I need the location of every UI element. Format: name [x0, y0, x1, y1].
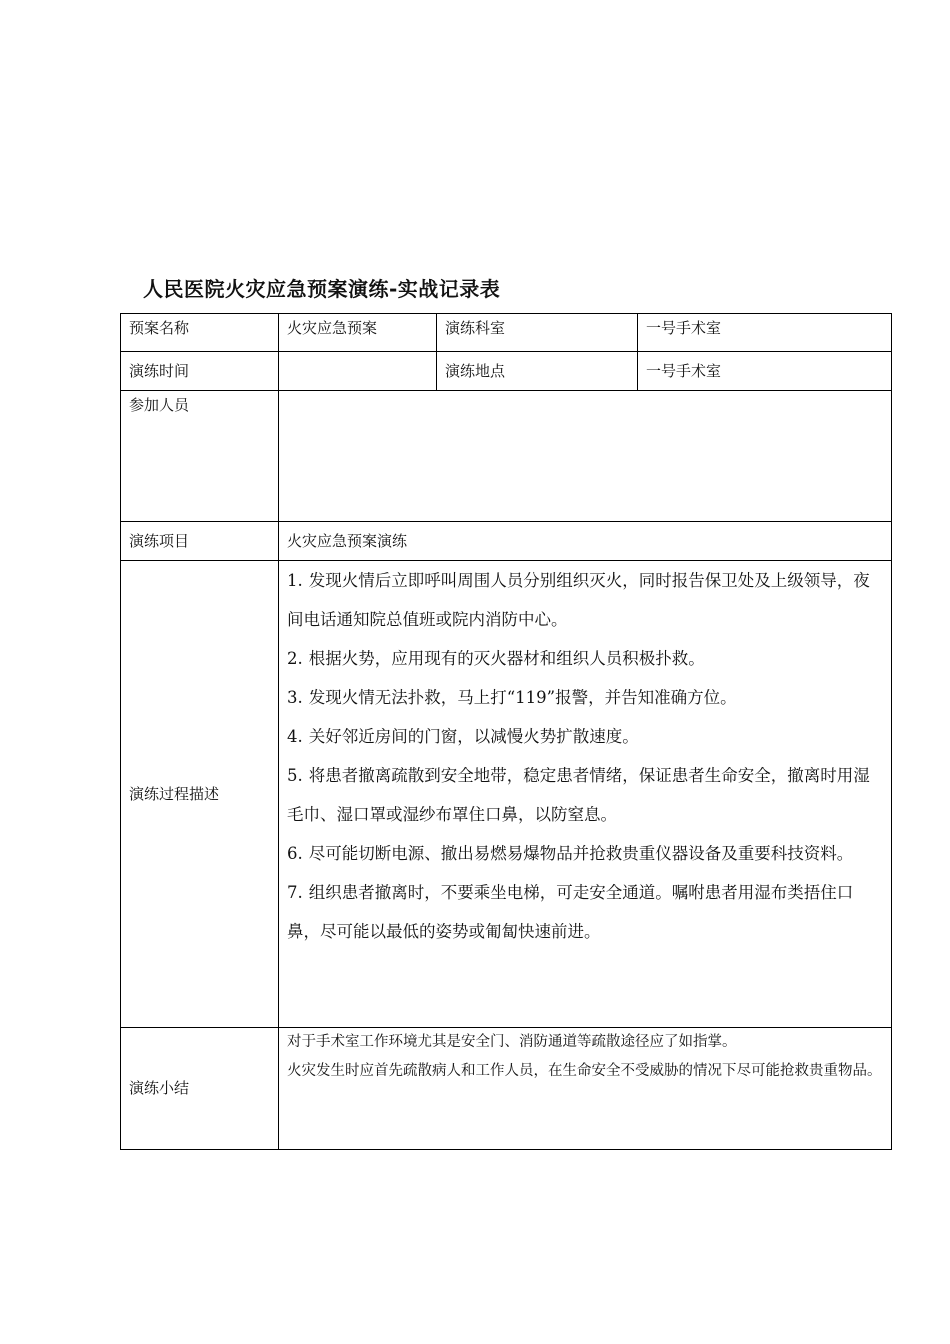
document-title: 人民医院火灾应急预案演练-实战记录表 [143, 277, 501, 301]
summary-label: 演练小结 [121, 1028, 279, 1150]
row-time [121, 352, 892, 391]
location-value: 一号手术室 [638, 352, 892, 391]
time-label: 演练时间 [121, 352, 279, 391]
project-label: 演练项目 [121, 522, 279, 561]
process-step: 5. 将患者撤离疏散到安全地带，稳定患者情绪，保证患者生命安全，撤离时用湿毛巾、湿口罩或湿纱布罩住口鼻，以防窒息。 [287, 766, 870, 824]
process-description [279, 561, 892, 1028]
process-label: 演练过程描述 [121, 561, 279, 1028]
dept-label: 演练科室 [437, 314, 638, 352]
process-step: 2. 根据火势，应用现有的灭火器材和组织人员积极扑救。 [287, 649, 705, 668]
process-step: 6. 尽可能切断电源、撤出易燃易爆物品并抢救贵重仪器设备及重要科技资料。 [287, 844, 854, 863]
project-value: 火灾应急预案演练 [279, 522, 892, 561]
location-label: 演练地点 [437, 352, 638, 391]
row-summary [121, 1028, 892, 1150]
row-plan [121, 314, 892, 352]
participants-value [279, 391, 892, 522]
summary-content [279, 1028, 892, 1150]
row-process [121, 561, 892, 1028]
dept-value: 一号手术室 [638, 314, 892, 352]
plan-name-label: 预案名称 [121, 314, 279, 352]
row-project [121, 522, 892, 561]
process-step: 7. 组织患者撤离时，不要乘坐电梯，可走安全通道。嘱咐患者用湿布类捂住口鼻，尽可能以最低的姿势或匍匐快速前进。 [287, 883, 854, 941]
participants-label: 参加人员 [121, 391, 279, 522]
time-value [279, 352, 437, 391]
summary-line: 对于手术室工作环境尤其是安全门、消防通道等疏散途径应了如指掌。 [287, 1034, 737, 1050]
process-step: 1. 发现火情后立即呼叫周围人员分别组织灭火，同时报告保卫处及上级领导，夜间电话通知院总值班或院内消防中心。 [287, 571, 870, 629]
process-step: 4. 关好邻近房间的门窗，以减慢火势扩散速度。 [287, 727, 639, 746]
plan-name-value: 火灾应急预案 [279, 314, 437, 352]
process-step: 3. 发现火情无法扑救，马上打“119”报警，并告知准确方位。 [287, 688, 737, 707]
process-steps-list [287, 561, 891, 951]
row-participants [121, 391, 892, 522]
drill-record-table [120, 313, 892, 1150]
summary-line: 火灾发生时应首先疏散病人和工作人员，在生命安全不受威胁的情况下尽可能抢救贵重物品。 [287, 1063, 882, 1079]
